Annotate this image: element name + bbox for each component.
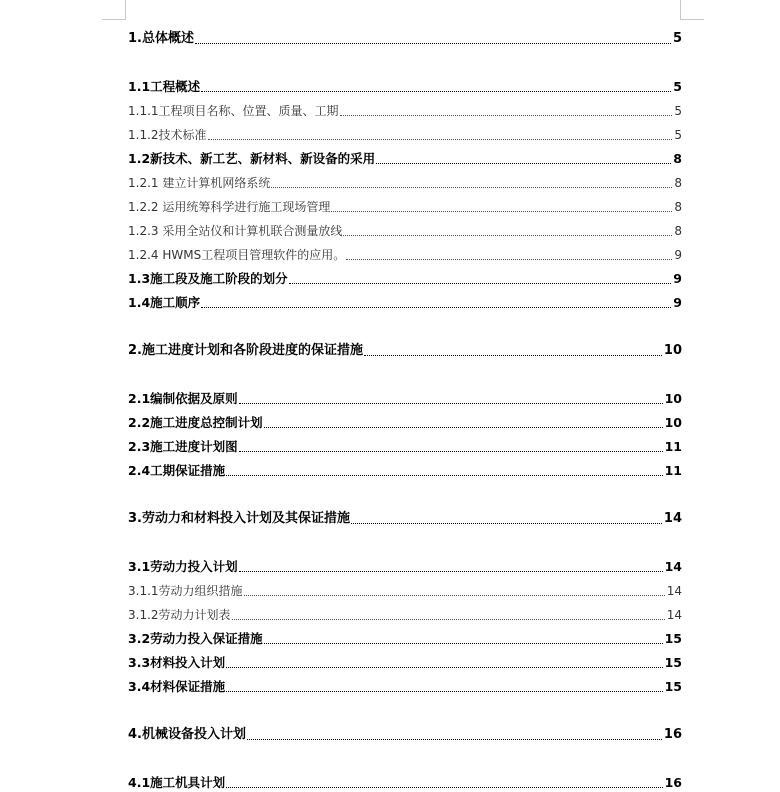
toc-entry-title: 3.1.1劳动力组织措施	[128, 584, 243, 598]
toc-entry-title: 1.3施工段及施工阶段的划分	[128, 271, 288, 286]
toc-dot-leader	[247, 739, 662, 740]
toc-entry[interactable]	[128, 410, 682, 432]
toc-entry-title: 4.机械设备投入计划	[128, 727, 246, 742]
toc-entry[interactable]	[128, 578, 682, 600]
toc-entry-title: 1.2.4 HWMS工程项目管理软件的应用。	[128, 248, 346, 262]
toc-entry-title: 2.施工进度计划和各阶段进度的保证措施	[128, 343, 363, 358]
toc-entry[interactable]	[128, 458, 682, 480]
toc-entry-page-number: 15	[664, 679, 682, 694]
toc-entry-title: 1.1.1工程项目名称、位置、质量、工期	[128, 104, 339, 118]
toc-entry-page-number: 9	[674, 248, 682, 262]
toc-entry-title: 1.2.3 采用全站仪和计算机联合测量放线	[128, 224, 343, 238]
toc-entry[interactable]	[128, 626, 682, 648]
toc-entry[interactable]	[128, 602, 682, 624]
toc-entry[interactable]	[128, 770, 682, 792]
toc-entry-page-number: 5	[673, 79, 682, 94]
toc-entry-page-number: 16	[664, 775, 682, 790]
toc-dot-leader	[226, 787, 662, 788]
toc-entry-page-number: 14	[666, 608, 682, 622]
toc-entry-page-number: 8	[674, 176, 682, 190]
toc-entry[interactable]	[128, 242, 682, 264]
toc-dot-leader	[271, 187, 672, 188]
toc-dot-leader	[343, 235, 672, 236]
toc-dot-leader	[232, 619, 665, 620]
toc-entry-title: 2.3施工进度计划图	[128, 439, 238, 454]
toc-entry[interactable]	[128, 338, 682, 360]
toc-entry-title: 2.1编制依据及原则	[128, 391, 238, 406]
toc-entry-title: 1.总体概述	[128, 31, 194, 46]
toc-dot-leader	[239, 451, 663, 452]
toc-entry-title: 2.4工期保证措施	[128, 463, 226, 478]
toc-entry-page-number: 5	[674, 104, 682, 118]
crop-mark-left-horizontal	[102, 19, 126, 20]
toc-entry-title: 3.劳动力和材料投入计划及其保证措施	[128, 511, 350, 526]
toc-entry-page-number: 8	[674, 224, 682, 238]
toc-entry[interactable]	[128, 26, 682, 48]
toc-entry[interactable]	[128, 122, 682, 144]
toc-entry-page-number: 11	[664, 463, 682, 478]
toc-entry-page-number: 8	[673, 151, 682, 166]
toc-entry-page-number: 15	[664, 655, 682, 670]
toc-entry-page-number: 16	[663, 727, 682, 742]
toc-entry[interactable]	[128, 674, 682, 696]
toc-entry[interactable]	[128, 506, 682, 528]
toc-entry-title: 3.3材料投入计划	[128, 655, 226, 670]
toc-dot-leader	[264, 427, 663, 428]
toc-entry-page-number: 14	[664, 559, 682, 574]
toc-dot-leader	[201, 91, 671, 92]
toc-entry-title: 1.2.1 建立计算机网络系统	[128, 176, 271, 190]
toc-dot-leader	[226, 691, 662, 692]
toc-entry-title: 1.2新技术、新工艺、新材料、新设备的采用	[128, 151, 376, 166]
toc-dot-leader	[226, 667, 662, 668]
crop-mark-left-vertical	[125, 0, 126, 20]
toc-dot-leader	[244, 595, 665, 596]
toc-entry-title: 3.1.2劳动力计划表	[128, 608, 231, 622]
toc-dot-leader	[201, 307, 671, 308]
toc-entry[interactable]	[128, 290, 682, 312]
toc-dot-leader	[289, 283, 672, 284]
toc-entry-page-number: 11	[664, 439, 682, 454]
toc-entry[interactable]	[128, 74, 682, 96]
crop-mark-right-horizontal	[680, 19, 704, 20]
toc-entry-title: 3.4材料保证措施	[128, 679, 226, 694]
toc-entry-page-number: 14	[666, 584, 682, 598]
toc-entry-title: 1.1.2技术标准	[128, 128, 207, 142]
toc-entry[interactable]	[128, 218, 682, 240]
toc-dot-leader	[331, 211, 672, 212]
toc-entry[interactable]	[128, 722, 682, 744]
toc-entry-title: 2.2施工进度总控制计划	[128, 415, 263, 430]
toc-entry-page-number: 5	[672, 31, 682, 46]
toc-entry-page-number: 9	[673, 295, 682, 310]
toc-dot-leader	[264, 643, 663, 644]
toc-entry-page-number: 9	[673, 271, 682, 286]
toc-dot-leader	[346, 259, 672, 260]
toc-entry-page-number: 8	[674, 200, 682, 214]
toc-entry[interactable]	[128, 650, 682, 672]
toc-dot-leader	[340, 115, 673, 116]
toc-entry-title: 4.1施工机具计划	[128, 775, 226, 790]
toc-dot-leader	[226, 475, 662, 476]
toc-entry-title: 1.2.2 运用统筹科学进行施工现场管理	[128, 200, 331, 214]
toc-entry-title: 1.4施工顺序	[128, 295, 201, 310]
toc-entry-page-number: 15	[664, 631, 682, 646]
toc-entry-page-number: 10	[663, 343, 682, 358]
toc-entry-title: 3.1劳动力投入计划	[128, 559, 238, 574]
toc-dot-leader	[351, 523, 662, 524]
toc-entry[interactable]	[128, 386, 682, 408]
toc-dot-leader	[364, 355, 662, 356]
toc-dot-leader	[239, 571, 663, 572]
toc-entry-title: 3.2劳动力投入保证措施	[128, 631, 263, 646]
toc-dot-leader	[376, 163, 671, 164]
toc-entry-page-number: 10	[664, 415, 682, 430]
toc-entry-title: 1.1工程概述	[128, 79, 201, 94]
toc-dot-leader	[239, 403, 663, 404]
toc-entry[interactable]	[128, 266, 682, 288]
toc-entry[interactable]	[128, 146, 682, 168]
toc-entry[interactable]	[128, 98, 682, 120]
toc-entry[interactable]	[128, 554, 682, 576]
toc-entry-page-number: 10	[664, 391, 682, 406]
toc-entry[interactable]	[128, 170, 682, 192]
toc-entry[interactable]	[128, 434, 682, 456]
toc-dot-leader	[208, 139, 673, 140]
toc-entry-page-number: 5	[674, 128, 682, 142]
toc-entry[interactable]	[128, 194, 682, 216]
toc-dot-leader	[195, 43, 671, 44]
toc-entry-page-number: 14	[663, 511, 682, 526]
crop-mark-right-vertical	[680, 0, 681, 20]
